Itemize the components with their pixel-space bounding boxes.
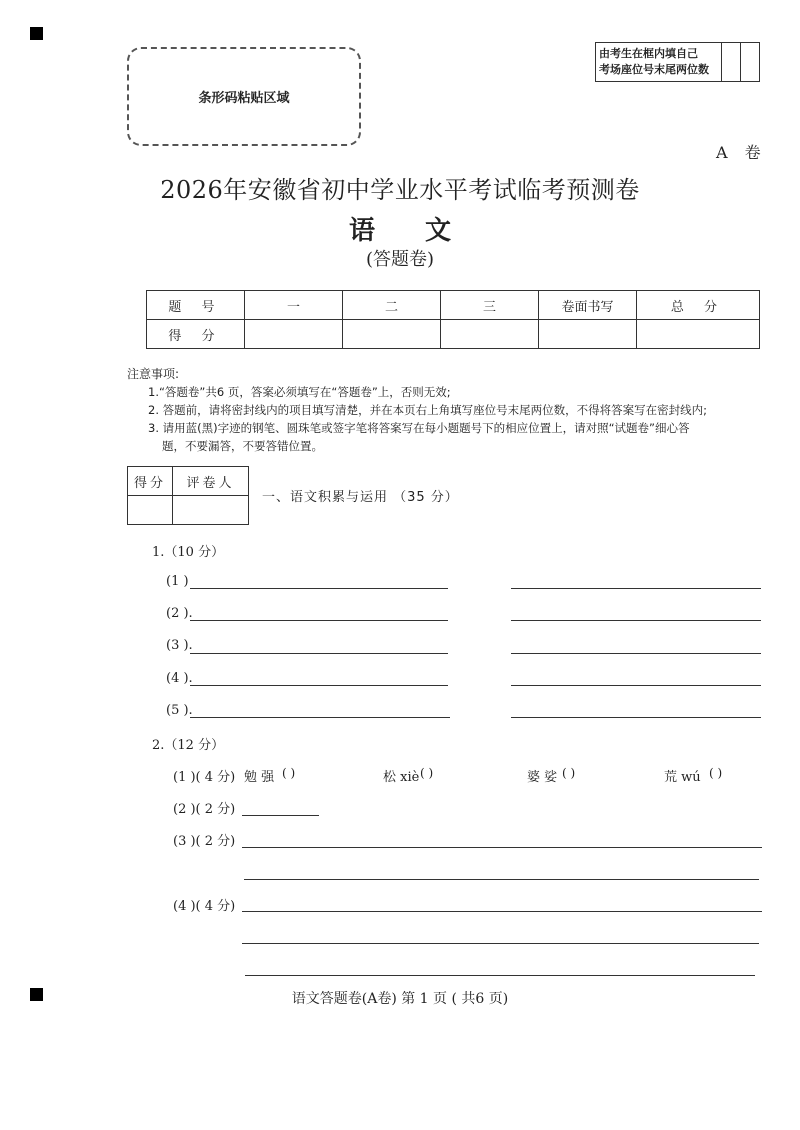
answer-line[interactable]	[190, 653, 448, 654]
note-item: 题，不要漏答，不要答错位置。	[162, 439, 323, 453]
score-table-header-row	[147, 291, 760, 320]
grader-name-cell[interactable]	[173, 496, 249, 525]
pinyin-item-text: 勉 强	[244, 770, 275, 785]
score-cell[interactable]	[441, 320, 539, 349]
page-footer: 语文答题卷(A卷) 第 1 页 ( 共6 页)	[291, 991, 509, 1007]
answer-line[interactable]	[190, 588, 448, 589]
score-table	[146, 290, 760, 349]
barcode-area	[127, 47, 361, 146]
answer-line[interactable]	[511, 620, 761, 621]
answer-line[interactable]	[244, 879, 759, 880]
score-table-header-cell: 三	[441, 291, 539, 320]
seat-number-box	[595, 42, 760, 82]
q1-item-label: (1 )	[166, 574, 189, 589]
q2-sub2-label: (2 )( 2 分)	[173, 802, 236, 817]
q2-sub3-label: (3 )( 2 分)	[173, 834, 236, 849]
score-table-header-cell: 卷面书写	[539, 291, 637, 320]
pinyin-blank[interactable]: ( )	[562, 766, 576, 780]
answer-line[interactable]	[190, 620, 448, 621]
pinyin-item-text: 松 xiè	[383, 770, 420, 785]
q1-item-label: (3 ).	[166, 638, 193, 653]
score-table-header-cell: 总 分	[637, 291, 760, 320]
registration-mark-top	[30, 27, 43, 40]
note-item: 1.“答题卷”共6 页，答案必须填写在“答题卷”上，否则无效;	[148, 385, 451, 399]
pinyin-blank[interactable]: ( )	[420, 766, 434, 780]
score-cell[interactable]	[343, 320, 441, 349]
question-1-label: 1.（10 分）	[152, 545, 225, 560]
score-table-header-cell: 一	[245, 291, 343, 320]
q2-sub4-label: (4 )( 4 分)	[173, 899, 236, 914]
answer-line[interactable]	[511, 588, 761, 589]
pinyin-item-text: 婆 娑	[527, 770, 558, 785]
score-table-score-row	[147, 320, 760, 349]
note-item: 3. 请用蓝(黑)字迹的钢笔、圆珠笔或签字笔将答案写在每小题题号下的相应位置上，请对照“试题卷”细心答	[148, 421, 690, 435]
score-row-label: 得 分	[147, 320, 245, 349]
section-heading: 一、语文积累与运用 （35 分）	[262, 490, 459, 505]
pinyin-blank[interactable]: ( )	[709, 766, 723, 780]
score-table-header-cell: 题 号	[147, 291, 245, 320]
q2-sub1-label: (1 )( 4 分)	[173, 770, 236, 785]
subject-title: 语文	[348, 216, 501, 246]
answer-line[interactable]	[242, 943, 759, 944]
grader-name-label: 评卷人	[173, 467, 249, 496]
seat-instruction-line2: 考场座位号末尾两位数	[599, 63, 709, 76]
paper-version: A 卷	[716, 143, 767, 162]
notes	[127, 365, 767, 455]
q1-item-label: (5 ).	[166, 703, 193, 718]
answer-line[interactable]	[242, 815, 319, 816]
score-table-header-cell: 二	[343, 291, 441, 320]
grader-score-cell[interactable]	[128, 496, 173, 525]
answer-line[interactable]	[190, 685, 448, 686]
question-2-label: 2.（12 分）	[152, 738, 225, 753]
score-cell[interactable]	[539, 320, 637, 349]
q1-item-label: (4 ).	[166, 671, 193, 686]
notes-title: 注意事项:	[127, 367, 180, 381]
seat-number-instructions	[596, 43, 722, 81]
seat-instruction-line1: 由考生在框内填自己	[599, 47, 698, 60]
answer-line[interactable]	[190, 717, 450, 718]
grader-table	[127, 466, 249, 525]
seat-digit-cell-1[interactable]	[722, 43, 741, 81]
answer-line[interactable]	[511, 685, 761, 686]
barcode-area-label: 条形码粘贴区域	[198, 91, 290, 106]
answer-line[interactable]	[245, 975, 755, 976]
exam-title: 2026年安徽省初中学业水平考试临考预测卷	[160, 176, 640, 204]
score-cell[interactable]	[245, 320, 343, 349]
pinyin-blank[interactable]: ( )	[282, 766, 296, 780]
score-cell[interactable]	[637, 320, 760, 349]
note-item: 2. 答题前，请将密封线内的项目填写清楚，并在本页右上角填写座位号末尾两位数，不得将答案写在密封线内;	[148, 403, 707, 417]
answer-line[interactable]	[511, 653, 761, 654]
subtitle: (答题卷)	[365, 249, 435, 270]
answer-line[interactable]	[242, 847, 762, 848]
seat-digit-cell-2[interactable]	[741, 43, 759, 81]
grader-score-label: 得分	[128, 467, 173, 496]
answer-line[interactable]	[511, 717, 761, 718]
answer-line[interactable]	[242, 911, 762, 912]
pinyin-item-text: 荒 wú	[664, 770, 701, 785]
q1-item-label: (2 ).	[166, 606, 193, 621]
